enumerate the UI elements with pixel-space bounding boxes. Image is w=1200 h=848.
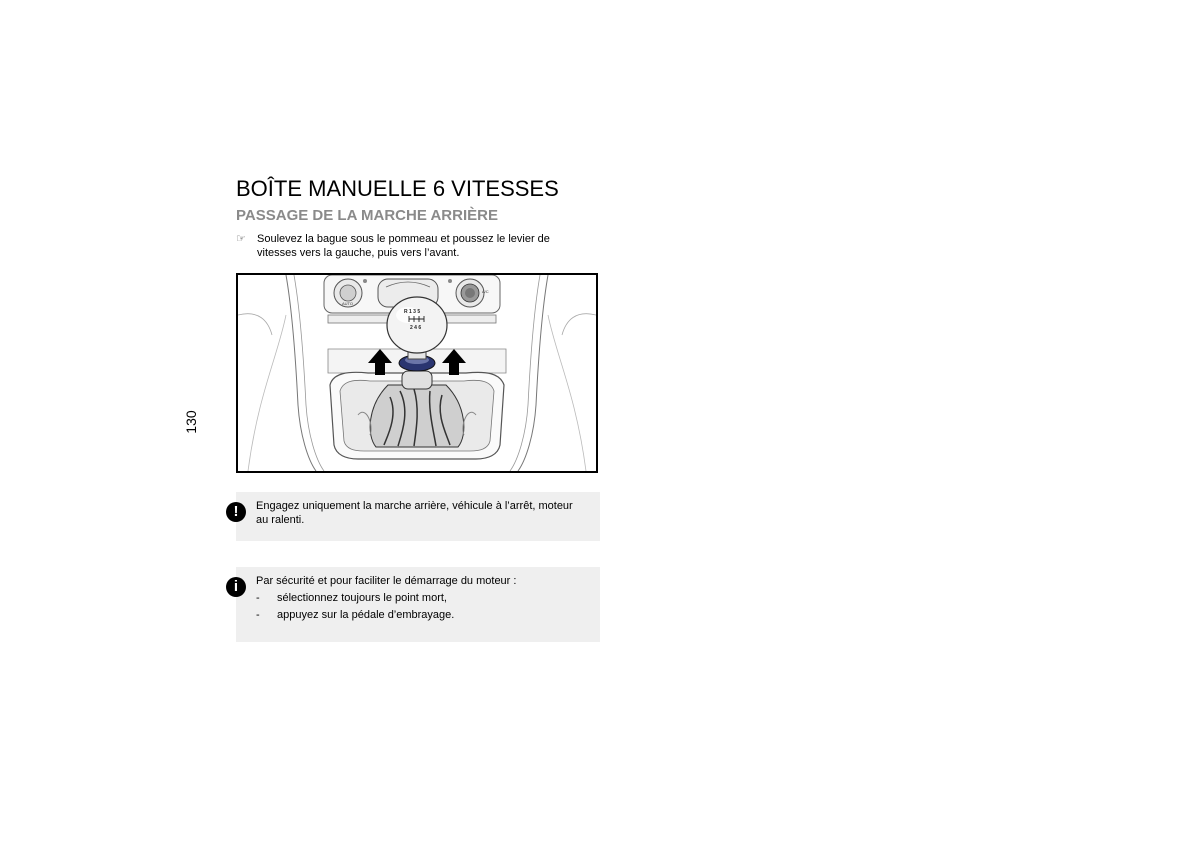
gear-lever-drawing	[238, 275, 596, 471]
info-box	[233, 567, 600, 642]
gear-lever-illustration	[236, 273, 598, 473]
knob-top-row: R 1 3 5	[404, 309, 421, 315]
warning-text: Engagez uniquement la marche arrière, véhicule à l’arrêt, moteur au ralenti.	[256, 500, 573, 526]
exclamation-icon: !	[226, 502, 246, 522]
info-intro: Par sécurité et pour faciliter le démarrage du moteur :	[256, 575, 517, 587]
left-dial-label: AUTO	[342, 301, 354, 306]
page-number: 130	[183, 410, 199, 434]
section-subtitle: PASSAGE DE LA MARCHE ARRIÈRE	[236, 207, 498, 224]
info-body	[256, 574, 586, 622]
page-title: BOÎTE MANUELLE 6 VITESSES	[236, 176, 559, 201]
instruction-text: Soulevez la bague sous le pommeau et poussez le levier de vitesses vers la gauche, puis vers l’avant.	[257, 233, 550, 259]
instruction-paragraph	[236, 232, 576, 260]
list-item: - sélectionnez toujours le point mort,	[256, 592, 447, 604]
warning-box	[233, 492, 600, 541]
right-dial-label: A/C	[482, 289, 489, 294]
pointing-hand-icon: ☞	[236, 233, 246, 245]
knob-bottom-row: 2 4 6	[410, 325, 422, 331]
info-icon: i	[226, 577, 246, 597]
list-item: - appuyez sur la pédale d’embrayage.	[256, 609, 455, 621]
